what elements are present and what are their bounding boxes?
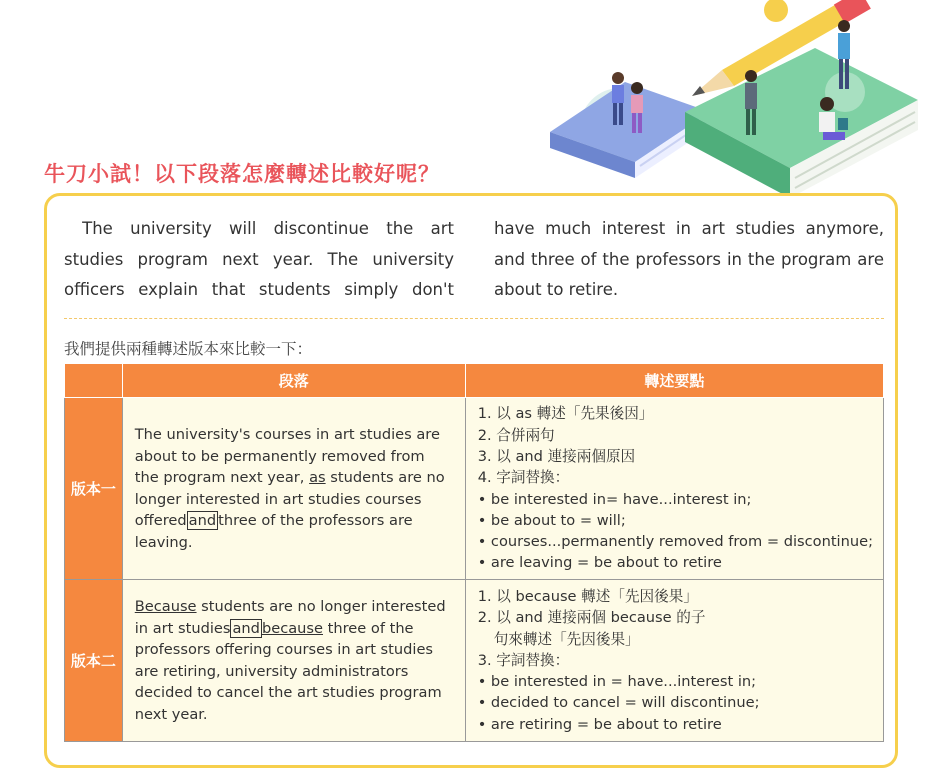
version2-paragraph (122, 580, 465, 742)
exercise-heading: 牛刀小試！以下段落怎麼轉述比較好呢？ (44, 161, 440, 186)
version1-point: • be about to = will; (477, 511, 626, 529)
version2-key-points (465, 580, 883, 742)
version1-paragraph (122, 398, 465, 580)
version2-point: 2. 以 and 連接兩個 because 的子 (477, 609, 706, 627)
version2-point: • are retiring = be about to retire (477, 715, 722, 733)
version1-text-3: three of the professors are leaving. (134, 512, 413, 551)
version2-point: 句來轉述「先因後果」 (493, 630, 640, 648)
table-header-row (65, 364, 884, 398)
version2-point: • decided to cancel = will discontinue; (477, 694, 760, 712)
version2-point: 3. 字詞替換： (477, 651, 570, 669)
version2-because-underlined-2: because (261, 619, 323, 637)
version1-point: 4. 字詞替換： (477, 469, 570, 487)
table-row-version1 (65, 398, 884, 580)
green-book-icon (685, 48, 918, 198)
original-passage (64, 214, 884, 306)
version1-and-boxed: and (188, 512, 217, 529)
header-key-points: 轉述要點 (465, 364, 883, 398)
version2-text-1: students are no longer interested in art studies (134, 598, 446, 637)
students-books-illustration (540, 0, 940, 205)
passage-text: The university will discontinue the art studies program next year. The university officers explain that students simply don't have much interest in art studies anymore, and three of the professors in the program are about to retire. (64, 219, 884, 299)
version1-as-underlined: as (309, 469, 326, 486)
version1-key-points (465, 398, 883, 580)
version2-text-2: three of the professors offering courses in art studies are retiring, university administrators decided to cancel the art studies program next year. (134, 619, 442, 723)
header-empty-cell (65, 364, 123, 398)
version2-because-underlined: Because (134, 598, 197, 615)
paraphrase-comparison-table (64, 363, 884, 742)
version2-point: • be interested in = have...interest in; (477, 673, 757, 691)
version2-and-boxed: and (232, 619, 260, 637)
version2-point: 1. 以 because 轉述「先因後果」 (477, 587, 698, 605)
version1-label: 版本一 (65, 398, 123, 580)
version1-point: • be interested in= have...interest in; (477, 490, 752, 508)
dashed-divider (64, 318, 884, 319)
lightbulb-icon (764, 0, 788, 22)
comparison-intro: 我們提供兩種轉述版本來比較一下： (64, 340, 313, 358)
version1-point: • are leaving = be about to retire (477, 554, 722, 572)
table-row-version2 (65, 580, 884, 742)
version1-text-1: The university's courses in art studies are about to be permanently removed from the program next year, (134, 426, 440, 486)
version1-point: 1. 以 as 轉述「先果後因」 (477, 405, 654, 423)
version1-point: 2. 合併兩句 (477, 426, 555, 444)
version1-point: 3. 以 and 連接兩個原因 (477, 447, 636, 465)
version1-point: • courses...permanently removed from = discontinue; (477, 533, 873, 551)
header-paragraph: 段落 (122, 364, 465, 398)
version1-text-2: students are no longer interested in art studies courses offered (134, 469, 445, 529)
version2-label: 版本二 (65, 580, 123, 742)
